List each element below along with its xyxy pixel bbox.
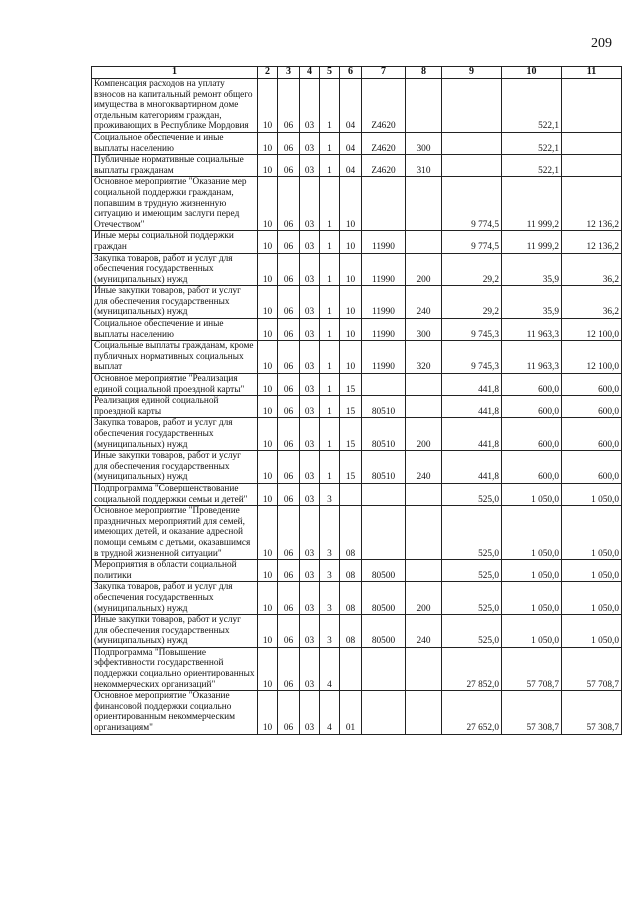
code-col2: 10 [258, 506, 278, 560]
code-col7: 80510 [362, 418, 406, 451]
code-col6: 10 [340, 253, 362, 286]
amount-col11: 600,0 [562, 418, 622, 451]
code-col6: 08 [340, 615, 362, 648]
amount-col11 [562, 79, 622, 133]
code-col2: 10 [258, 231, 278, 253]
amount-col11: 1 050,0 [562, 506, 622, 560]
code-col5: 1 [320, 79, 340, 133]
code-col8: 200 [406, 582, 442, 615]
amount-col9: 525,0 [442, 483, 502, 505]
table-row [92, 155, 622, 177]
code-col5: 1 [320, 319, 340, 341]
code-col5: 4 [320, 691, 340, 734]
row-name: Основное мероприятие "Проведение праздничных мероприятий для семей, имеющих детей, и оказание адресной помощи семьям с детьми, оказавшимся в трудной жизненной ситуации" [92, 506, 258, 560]
row-name: Закупка товаров, работ и услуг для обеспечения государственных (муниципальных) нужд [92, 582, 258, 615]
code-col8 [406, 560, 442, 582]
code-col4: 03 [300, 177, 320, 231]
code-col7 [362, 177, 406, 231]
code-col5: 3 [320, 483, 340, 505]
code-col7 [362, 691, 406, 734]
code-col6: 10 [340, 319, 362, 341]
row-name: Иные меры социальной поддержки граждан [92, 231, 258, 253]
code-col6 [340, 483, 362, 505]
row-name: Публичные нормативные социальные выплаты гражданам [92, 155, 258, 177]
code-col3: 06 [278, 582, 300, 615]
code-col4: 03 [300, 483, 320, 505]
table-row [92, 647, 622, 690]
column-header: 1 [92, 67, 258, 79]
amount-col10: 522,1 [502, 79, 562, 133]
amount-col9: 29,2 [442, 253, 502, 286]
table-row [92, 691, 622, 734]
row-name: Закупка товаров, работ и услуг для обеспечения государственных (муниципальных) нужд [92, 418, 258, 451]
budget-table [91, 66, 622, 735]
code-col7: 80510 [362, 451, 406, 484]
code-col7 [362, 374, 406, 396]
amount-col10: 1 050,0 [502, 582, 562, 615]
code-col2: 10 [258, 418, 278, 451]
code-col8 [406, 79, 442, 133]
code-col2: 10 [258, 647, 278, 690]
code-col7: Z4620 [362, 132, 406, 154]
code-col8 [406, 374, 442, 396]
code-col3: 06 [278, 374, 300, 396]
table-row [92, 560, 622, 582]
code-col4: 03 [300, 418, 320, 451]
table-header-row [92, 67, 622, 79]
code-col7: 80500 [362, 582, 406, 615]
amount-col11: 1 050,0 [562, 483, 622, 505]
code-col5: 3 [320, 582, 340, 615]
code-col3: 06 [278, 155, 300, 177]
code-col2: 10 [258, 319, 278, 341]
amount-col10: 57 708,7 [502, 647, 562, 690]
amount-col10: 600,0 [502, 418, 562, 451]
code-col5: 1 [320, 451, 340, 484]
code-col5: 1 [320, 396, 340, 418]
column-header: 9 [442, 67, 502, 79]
code-col3: 06 [278, 560, 300, 582]
code-col3: 06 [278, 79, 300, 133]
row-name: Подпрограмма "Повышение эффективности государственной поддержки социально ориентированных некоммерческих организаций" [92, 647, 258, 690]
code-col5: 4 [320, 647, 340, 690]
code-col2: 10 [258, 79, 278, 133]
code-col3: 06 [278, 615, 300, 648]
code-col8: 240 [406, 615, 442, 648]
code-col5: 1 [320, 231, 340, 253]
code-col6: 15 [340, 374, 362, 396]
amount-col9 [442, 79, 502, 133]
code-col8: 200 [406, 418, 442, 451]
column-header: 7 [362, 67, 406, 79]
code-col7: 11990 [362, 319, 406, 341]
code-col2: 10 [258, 451, 278, 484]
amount-col11: 12 136,2 [562, 177, 622, 231]
code-col3: 06 [278, 319, 300, 341]
table-row [92, 582, 622, 615]
table-row [92, 374, 622, 396]
amount-col11: 1 050,0 [562, 582, 622, 615]
code-col5: 1 [320, 177, 340, 231]
code-col2: 10 [258, 132, 278, 154]
table-row [92, 506, 622, 560]
table-row [92, 319, 622, 341]
code-col3: 06 [278, 253, 300, 286]
amount-col10: 522,1 [502, 132, 562, 154]
amount-col10: 35,9 [502, 253, 562, 286]
page-number: 209 [591, 36, 612, 51]
code-col7: 11990 [362, 286, 406, 319]
amount-col10: 1 050,0 [502, 506, 562, 560]
row-name: Основное мероприятие "Реализация единой социальной проездной карты" [92, 374, 258, 396]
code-col4: 03 [300, 691, 320, 734]
code-col2: 10 [258, 155, 278, 177]
row-name: Социальное обеспечение и иные выплаты населению [92, 132, 258, 154]
code-col6: 10 [340, 177, 362, 231]
code-col8: 300 [406, 132, 442, 154]
amount-col10: 57 308,7 [502, 691, 562, 734]
code-col5: 3 [320, 615, 340, 648]
code-col7: Z4620 [362, 155, 406, 177]
code-col5: 3 [320, 506, 340, 560]
code-col8 [406, 647, 442, 690]
amount-col11: 1 050,0 [562, 560, 622, 582]
amount-col11: 12 100,0 [562, 341, 622, 374]
amount-col10: 35,9 [502, 286, 562, 319]
table-row [92, 253, 622, 286]
row-name: Социальные выплаты гражданам, кроме публичных нормативных социальных выплат [92, 341, 258, 374]
code-col3: 06 [278, 483, 300, 505]
code-col6: 08 [340, 560, 362, 582]
code-col3: 06 [278, 341, 300, 374]
amount-col9: 9 745,3 [442, 341, 502, 374]
code-col2: 10 [258, 560, 278, 582]
code-col6: 10 [340, 231, 362, 253]
amount-col10: 600,0 [502, 451, 562, 484]
code-col8: 240 [406, 286, 442, 319]
amount-col10: 11 999,2 [502, 231, 562, 253]
amount-col10: 11 963,3 [502, 341, 562, 374]
code-col4: 03 [300, 155, 320, 177]
code-col5: 3 [320, 560, 340, 582]
amount-col9: 27 652,0 [442, 691, 502, 734]
amount-col9: 9 745,3 [442, 319, 502, 341]
amount-col11 [562, 132, 622, 154]
code-col4: 03 [300, 79, 320, 133]
amount-col9: 525,0 [442, 582, 502, 615]
code-col3: 06 [278, 647, 300, 690]
amount-col11: 36,2 [562, 253, 622, 286]
column-header: 8 [406, 67, 442, 79]
table-row [92, 341, 622, 374]
table-row [92, 418, 622, 451]
code-col7: 80510 [362, 396, 406, 418]
code-col6: 15 [340, 396, 362, 418]
code-col4: 03 [300, 231, 320, 253]
code-col6: 04 [340, 79, 362, 133]
amount-col9: 525,0 [442, 506, 502, 560]
code-col4: 03 [300, 615, 320, 648]
code-col4: 03 [300, 253, 320, 286]
code-col4: 03 [300, 396, 320, 418]
code-col8: 320 [406, 341, 442, 374]
code-col6: 15 [340, 451, 362, 484]
code-col5: 1 [320, 341, 340, 374]
code-col5: 1 [320, 155, 340, 177]
amount-col9: 9 774,5 [442, 177, 502, 231]
code-col4: 03 [300, 560, 320, 582]
code-col7: 11990 [362, 231, 406, 253]
amount-col11: 1 050,0 [562, 615, 622, 648]
code-col8 [406, 177, 442, 231]
code-col6: 08 [340, 582, 362, 615]
table-row [92, 286, 622, 319]
code-col2: 10 [258, 177, 278, 231]
code-col8 [406, 483, 442, 505]
table-row [92, 483, 622, 505]
amount-col11: 600,0 [562, 396, 622, 418]
code-col8 [406, 506, 442, 560]
code-col8: 310 [406, 155, 442, 177]
code-col3: 06 [278, 506, 300, 560]
code-col7: 80500 [362, 560, 406, 582]
code-col6: 01 [340, 691, 362, 734]
amount-col9: 441,8 [442, 418, 502, 451]
code-col8 [406, 396, 442, 418]
code-col4: 03 [300, 132, 320, 154]
amount-col10: 600,0 [502, 374, 562, 396]
code-col4: 03 [300, 582, 320, 615]
code-col3: 06 [278, 691, 300, 734]
amount-col9 [442, 132, 502, 154]
code-col7 [362, 647, 406, 690]
code-col3: 06 [278, 231, 300, 253]
code-col5: 1 [320, 132, 340, 154]
code-col5: 1 [320, 286, 340, 319]
row-name: Реализация единой социальной проездной карты [92, 396, 258, 418]
amount-col11 [562, 155, 622, 177]
amount-col9: 9 774,5 [442, 231, 502, 253]
code-col4: 03 [300, 451, 320, 484]
code-col8: 240 [406, 451, 442, 484]
amount-col9: 29,2 [442, 286, 502, 319]
amount-col9: 441,8 [442, 451, 502, 484]
code-col6: 04 [340, 132, 362, 154]
code-col3: 06 [278, 132, 300, 154]
code-col5: 1 [320, 418, 340, 451]
row-name: Иные закупки товаров, работ и услуг для обеспечения государственных (муниципальных) нужд [92, 286, 258, 319]
column-header: 11 [562, 67, 622, 79]
row-name: Основное мероприятие "Оказание мер социальной поддержки гражданам, попавшим в трудную жизненную ситуацию и имеющим заслуги перед Отечеством" [92, 177, 258, 231]
code-col8 [406, 231, 442, 253]
row-name: Подпрограмма "Совершенствование социальной поддержки семьи и детей" [92, 483, 258, 505]
code-col2: 10 [258, 374, 278, 396]
amount-col10: 11 999,2 [502, 177, 562, 231]
code-col6: 10 [340, 286, 362, 319]
table-row [92, 231, 622, 253]
code-col2: 10 [258, 582, 278, 615]
column-header: 5 [320, 67, 340, 79]
code-col4: 03 [300, 647, 320, 690]
amount-col9: 525,0 [442, 560, 502, 582]
amount-col10: 11 963,3 [502, 319, 562, 341]
code-col6: 15 [340, 418, 362, 451]
amount-col9 [442, 155, 502, 177]
table-row [92, 132, 622, 154]
code-col6: 04 [340, 155, 362, 177]
amount-col9: 441,8 [442, 374, 502, 396]
code-col2: 10 [258, 691, 278, 734]
code-col7: 80500 [362, 615, 406, 648]
code-col7: Z4620 [362, 79, 406, 133]
amount-col9: 27 852,0 [442, 647, 502, 690]
column-header: 4 [300, 67, 320, 79]
code-col7 [362, 483, 406, 505]
row-name: Иные закупки товаров, работ и услуг для обеспечения государственных (муниципальных) нужд [92, 615, 258, 648]
code-col8: 200 [406, 253, 442, 286]
column-header: 10 [502, 67, 562, 79]
code-col2: 10 [258, 253, 278, 286]
code-col7: 11990 [362, 253, 406, 286]
code-col3: 06 [278, 177, 300, 231]
column-header: 6 [340, 67, 362, 79]
amount-col11: 12 100,0 [562, 319, 622, 341]
table-row [92, 396, 622, 418]
code-col2: 10 [258, 286, 278, 319]
code-col3: 06 [278, 418, 300, 451]
row-name: Социальное обеспечение и иные выплаты населению [92, 319, 258, 341]
code-col4: 03 [300, 341, 320, 374]
code-col3: 06 [278, 451, 300, 484]
table-row [92, 79, 622, 133]
row-name: Иные закупки товаров, работ и услуг для обеспечения государственных (муниципальных) нужд [92, 451, 258, 484]
code-col5: 1 [320, 253, 340, 286]
row-name: Закупка товаров, работ и услуг для обеспечения государственных (муниципальных) нужд [92, 253, 258, 286]
column-header: 3 [278, 67, 300, 79]
amount-col11: 600,0 [562, 374, 622, 396]
amount-col9: 525,0 [442, 615, 502, 648]
code-col7 [362, 506, 406, 560]
code-col6: 10 [340, 341, 362, 374]
code-col5: 1 [320, 374, 340, 396]
column-header: 2 [258, 67, 278, 79]
amount-col10: 1 050,0 [502, 560, 562, 582]
table-row [92, 177, 622, 231]
code-col2: 10 [258, 483, 278, 505]
amount-col11: 12 136,2 [562, 231, 622, 253]
code-col2: 10 [258, 341, 278, 374]
code-col3: 06 [278, 286, 300, 319]
table-row [92, 615, 622, 648]
code-col7: 11990 [362, 341, 406, 374]
amount-col10: 522,1 [502, 155, 562, 177]
amount-col10: 600,0 [502, 396, 562, 418]
amount-col11: 57 708,7 [562, 647, 622, 690]
code-col4: 03 [300, 506, 320, 560]
code-col8: 300 [406, 319, 442, 341]
amount-col11: 57 308,7 [562, 691, 622, 734]
amount-col11: 36,2 [562, 286, 622, 319]
code-col2: 10 [258, 615, 278, 648]
code-col6 [340, 647, 362, 690]
code-col8 [406, 691, 442, 734]
amount-col11: 600,0 [562, 451, 622, 484]
code-col4: 03 [300, 374, 320, 396]
amount-col9: 441,8 [442, 396, 502, 418]
row-name: Основное мероприятие "Оказание финансовой поддержки социально ориентированным некоммерческим организациям" [92, 691, 258, 734]
amount-col10: 1 050,0 [502, 615, 562, 648]
amount-col10: 1 050,0 [502, 483, 562, 505]
code-col2: 10 [258, 396, 278, 418]
row-name: Мероприятия в области социальной политики [92, 560, 258, 582]
code-col4: 03 [300, 319, 320, 341]
row-name: Компенсация расходов на уплату взносов на капитальный ремонт общего имущества в многоквартирном доме отдельным категориям граждан, проживающих в Республике Мордовия [92, 79, 258, 133]
code-col6: 08 [340, 506, 362, 560]
code-col3: 06 [278, 396, 300, 418]
table-row [92, 451, 622, 484]
code-col4: 03 [300, 286, 320, 319]
